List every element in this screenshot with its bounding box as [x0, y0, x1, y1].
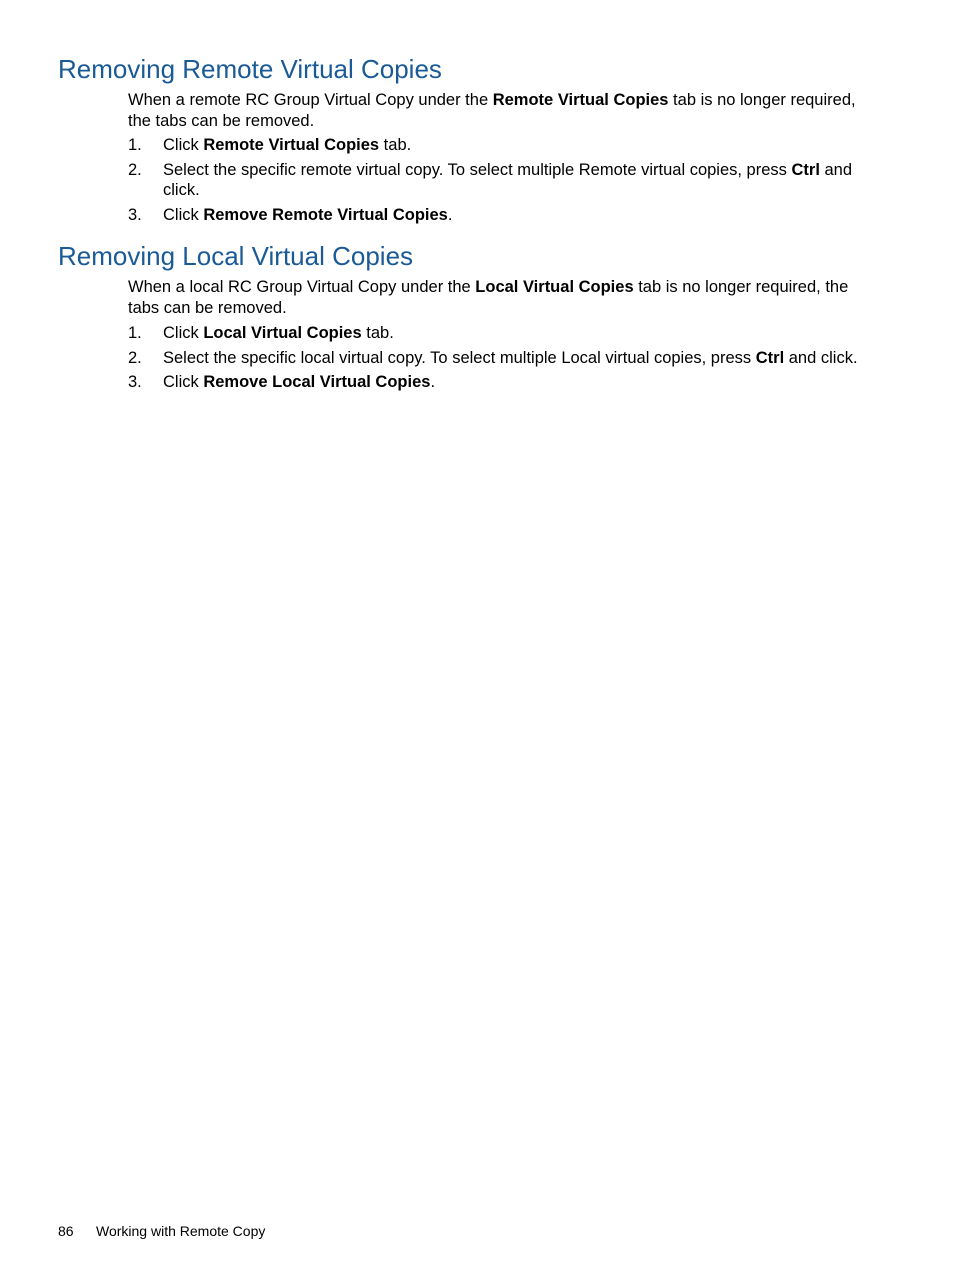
page-number: 86 [58, 1223, 74, 1239]
step-number: 3. [128, 205, 142, 224]
section-heading: Removing Remote Virtual Copies [58, 54, 442, 84]
step-item: 3. Click Remove Local Virtual Copies. [128, 373, 436, 391]
bold-term: Local Virtual Copies [475, 278, 634, 296]
bold-term: Local Virtual Copies [203, 324, 362, 342]
section-heading: Removing Local Virtual Copies [58, 241, 414, 271]
step-item: 1. Click Remote Virtual Copies tab. [128, 136, 412, 154]
bold-term: Remote Virtual Copies [203, 136, 380, 154]
bold-term: Ctrl [755, 348, 785, 367]
step-item: 2. Select the specific local virtual copy. To select multiple Local virtual copies, press Ctrl and click. [128, 348, 858, 367]
bold-term: Remote Virtual Copies [492, 91, 669, 109]
bold-term: Ctrl [791, 160, 820, 179]
step-number: 1. [128, 136, 142, 154]
bold-term: Remove Local Virtual Copies [203, 373, 431, 391]
step-number: 2. [128, 160, 142, 179]
step-number: 3. [128, 373, 142, 391]
section-intro: When a local RC Group Virtual Copy under the Local Virtual Copies tab is no longer required, the tabs can be removed. [128, 278, 849, 317]
page-footer [58, 1222, 265, 1240]
step-item: 2. Select the specific remote virtual copy. To select multiple Remote virtual copies, press Ctrl and click. [128, 160, 853, 199]
footer-chapter-title: Working with Remote Copy [96, 1223, 266, 1239]
section-intro: When a remote RC Group Virtual Copy under the Remote Virtual Copies tab is no longer required, the tabs can be removed. [128, 91, 856, 130]
bold-term: Remove Remote Virtual Copies [203, 205, 448, 224]
step-list [128, 135, 870, 229]
step-number: 2. [128, 348, 142, 367]
step-item: 3. Click Remove Remote Virtual Copies. [128, 205, 453, 224]
step-list [128, 323, 870, 397]
step-item: 1. Click Local Virtual Copies tab. [128, 324, 394, 342]
step-number: 1. [128, 324, 142, 342]
